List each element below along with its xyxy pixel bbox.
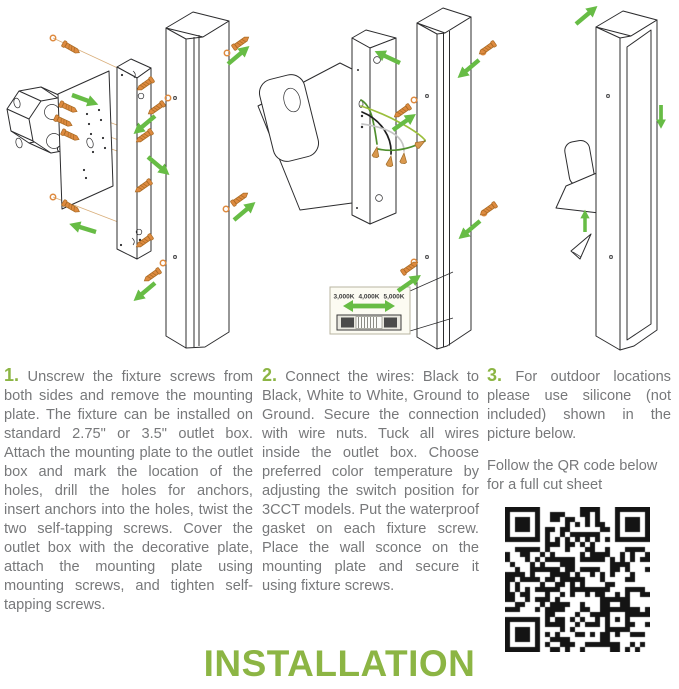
cct-label-3000k: 3,000K	[333, 293, 355, 301]
screw-icon	[61, 40, 81, 55]
mounting-plate-icon	[117, 59, 151, 259]
fixture-body-icon	[166, 12, 229, 348]
step-2-paragraph	[262, 366, 479, 596]
screw-icon	[478, 201, 497, 217]
page-title: INSTALLATION	[203, 643, 476, 684]
cct-label-5000k: 5,000K	[383, 293, 405, 301]
step-1-instructions	[4, 366, 253, 615]
arrow-icon	[656, 105, 666, 129]
step-2-number: 2.	[262, 365, 278, 385]
washer-icon	[411, 97, 416, 102]
wire-nut-icon	[400, 153, 408, 164]
step-3-text: For outdoor locations please use silicone (not included) shown in the picture below.	[487, 369, 671, 442]
arrow-icon	[572, 2, 601, 29]
step-1-paragraph	[4, 366, 253, 615]
step-1-text: Unscrew the fixture screws from both sides and remove the mounting plate. The fixture can be installed on standard 2.75" or 3.5" outlet box. Attach the mounting plate to the outlet box and mark the location of the holes, drill the holes for anchors, insert anchors into the holes, twist the two self-tapping screws. Cover the outlet box with the decorative plate, attach the mounting plate using mounting screws, and tighten self-tapping screws.	[4, 369, 254, 613]
decorative-plate-icon	[58, 71, 113, 209]
qr-code	[505, 507, 650, 652]
step-2-text: Connect the wires: Black to Black, White to White, Ground to Ground. Secure the connection with wire nuts. Tuck all wires inside the outlet box. Choose preferred color temperature by adjusting the switch position for 3CCT models. Put the waterproof gasket on each fixture screw. Place the wall sconce on the mounting plate and secure it using fixture screws.	[262, 369, 479, 594]
step-3-number: 3.	[487, 365, 503, 385]
step1-diagram	[7, 12, 259, 348]
arrow-icon	[130, 279, 159, 306]
step2-diagram	[257, 8, 498, 349]
screw-icon	[477, 40, 496, 56]
fixture-body-icon	[596, 11, 657, 350]
silicone-tube-icon	[571, 234, 591, 259]
cct-label-4000k: 4,000K	[358, 293, 380, 301]
screw-icon	[142, 267, 161, 283]
step-3-paragraph	[487, 366, 671, 444]
qr-note: Follow the QR code below for a full cut sheet	[487, 458, 658, 493]
arrow-icon	[580, 210, 589, 232]
step-2-instructions	[262, 366, 479, 596]
fixture-body-icon	[417, 8, 471, 349]
step3-diagram	[556, 2, 666, 350]
step-1-number: 1.	[4, 365, 20, 385]
arrow-icon	[68, 218, 98, 237]
step-3-instructions	[487, 366, 671, 652]
washer-icon	[160, 260, 165, 265]
